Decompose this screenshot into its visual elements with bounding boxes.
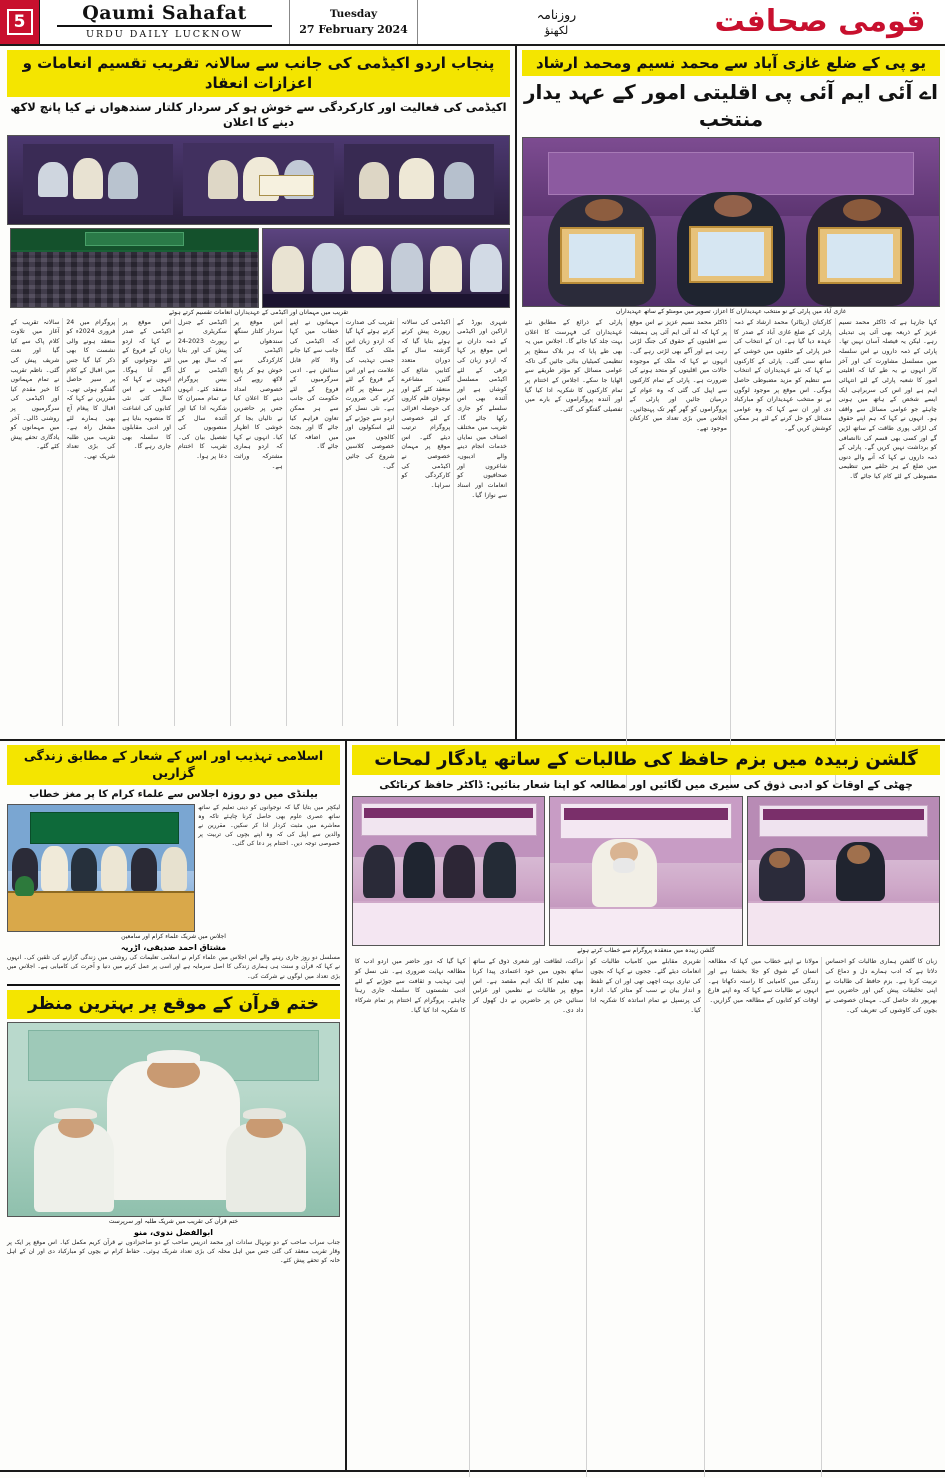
masthead-divider: [57, 25, 271, 27]
masthead-english: [40, 0, 290, 44]
paper-title-english: Qaumi Sahafat: [82, 1, 247, 24]
kicker-banner: [522, 50, 940, 76]
story-photo-caption: ختم قرآن کی تقریب میں شریک طلبہ اور سرپرست: [108, 1217, 239, 1225]
body-column: پروگرام میں 24 فروری 2024ء کو منعقد ہونے والی نشست کا بھی ذکر کیا گیا جس میں اقبال کے کلام پر سیر حاصل گفتگو ہوئی تھی۔ مقررین نے کہا کہ اقبال کا پیغام آج بھی ہمارے لئے مشعل راہ ہے۔ تقریب میں طلبہ کی بڑی تعداد شریک تھی۔: [63, 318, 119, 726]
body-column: پارٹی کے ذرائع کے مطابق نئے عہدیداران کی فہرست کا اعلان بہت جلد کیا جائے گا۔ اجلاس میں یہ بھی طے پایا کہ ہر بلاک سطح پر تنظیمی کمیٹیاں بنائی جائیں گی تاکہ عوامی مسائل کو مؤثر طریقے سے اٹھایا جا سکے۔ اجلاس کے اختتام پر تمام کارکنوں کا شکریہ ادا کیا گیا اور آئندہ پروگراموں کے بارے میں تفصیلی گفتگو کی گئی۔: [522, 318, 627, 788]
story-headline: ختم قرآن کے موقع پر بہترین منظر: [28, 993, 319, 1014]
story-photo: [7, 1022, 340, 1217]
story-subhead: چھٹی کے اوقات کو ادبی ذوق کی سیری میں لگائیں اور مطالعہ کو اپنا شعار بنائیں: ڈاکٹر حافظ کرناٹکی: [379, 779, 913, 792]
masthead-urdu-line1: روزنامہ: [536, 7, 577, 22]
headline-banner: [7, 745, 340, 785]
story-byline: ابوالفضل ندوی، منو: [133, 1227, 214, 1237]
body-column: زبان کا گلشن ہماری طالبات کو احساس دلاتا ہے کہ ادب ہمارے دل و دماغ کی تربیت کرتا ہے۔ بزم حافظ کی طالبات نے اپنی تخلیقات پیش کیں اور حاضرین سے بھرپور داد حاصل کی۔ مہمان خصوصی نے بچوں کی کاوشوں کی تعریف کی۔: [825, 958, 937, 1014]
story-body-columns: [352, 957, 940, 1477]
body-column: تقریری مقابلے میں کامیاب طالبات کو انعامات دیئے گئے۔ ججوں نے کہا کہ بچوں کی تیاری بہت اچھی تھی اور ان کے تلفظ و انداز بیان نے سب کو متاثر کیا۔ ادارہ کی پرنسپل نے تمام اساتذہ کا شکریہ ادا کیا۔: [587, 957, 705, 1477]
headline-banner: [352, 745, 940, 775]
story-body-columns: [7, 318, 510, 726]
story-headline: پنجاب اردو اکیڈمی کی جانب سے سالانہ تقریب تقسیم انعامات و اعزازات انعقاد: [22, 54, 495, 93]
body-column: کہا گیا کہ دور حاضر میں اردو ادب کا مطالعہ نہایت ضروری ہے۔ نئی نسل کو اپنی تہذیب و ثقافت سے جوڑنے کے لئے ادبی نشستوں کا سلسلہ جاری رہنا چاہئے۔ پروگرام کے اختتام پر تمام شرکاء کا شکریہ ادا کیا گیا۔: [352, 957, 470, 1477]
page-number-badge: [0, 0, 40, 44]
body-column: تقریب کی صدارت کرتے ہوئے کہا گیا کہ اردو زبان اس ملک کی گنگا جمنی تہذیب کی علامت ہے اور اس کے فروغ کے لئے ہر سطح پر کام کرنے کی ضرورت ہے۔ نئی نسل کو اردو سے جوڑنے کے لئے اسکولوں اور کالجوں میں خصوصی کلاسیں شروع کی جائیں گی۔: [343, 318, 399, 726]
story-headline: اسلامی تہذیب اور اس کے شعار کے مطابق زندگی گزاریں: [23, 748, 324, 780]
body-column: سالانہ تقریب کے آغاز میں تلاوت کلام پاک سے کیا گیا اور نعت شریف پیش کی گئی۔ ناظم تقریب نے تمام مہمانوں کا خیر مقدم کیا اور اکیڈمی کی سرگرمیوں پر روشنی ڈالی۔ آخر میں مہمانوں کو یادگاری تحفے پیش کئے گئے۔: [8, 318, 64, 726]
masthead-date: [290, 0, 418, 44]
body-column: اکیڈمی کی سالانہ رپورٹ پیش کرتے ہوئے بتایا گیا کہ گزشتہ سال کے دوران متعدد کتابیں شائع کی گئیں، مشاعرے منعقد کئے گئے اور نوجوان قلم کاروں کی حوصلہ افزائی کے لئے خصوصی پروگرام ترتیب دیئے گئے۔ اس موقع پر مہمان خصوصی نے اکیڈمی کی کارکردگی کو سراہا۔: [398, 318, 454, 726]
story-photo-caption: تقریب میں مہمانان اور اکیڈمی کے عہدیداران انعامات تقسیم کرتے ہوئے: [168, 308, 349, 316]
story-photo-audience: [10, 228, 258, 308]
story-photo-1: [747, 796, 940, 946]
body-column: اس موقع پر سردار کلتار سنگھ سندھواں نے اکیڈمی کی کارکردگی سے خوش ہو کر پانچ لاکھ روپے کی خصوصی امداد دینے کا اعلان کیا جس پر حاضرین نے تالیاں بجا کر خوشی کا اظہار کیا۔ انہوں نے کہا کہ اردو ہماری مشترکہ وراثت ہے۔: [231, 318, 287, 726]
headline-banner-2: [7, 990, 340, 1019]
story-mid-right: [345, 741, 945, 1470]
body-column: لیکچر میں بتایا گیا کہ نوجوانوں کو دینی تعلیم کے ساتھ ساتھ عصری علوم بھی حاصل کرنا چاہئے تاکہ وہ معاشرے میں مثبت کردار ادا کر سکیں۔ مقررین نے والدین سے اپیل کی کہ وہ اپنے بچوں کی تربیت پر خصوصی توجہ دیں۔ اختتام پر دعا کی گئی۔: [198, 805, 340, 848]
story-photo-secondary: [262, 228, 510, 308]
body-column: نزاکت، لطافت اور شعری ذوق کے ساتھ ساتھ بچوں میں خود اعتمادی پیدا کرنا بھی تعلیم کا ایک اہم مقصد ہے۔ اس موقع پر طالبات نے نظمیں اور غزلیں سنائیں جن پر حاضرین نے دل کھول کر داد دی۔: [470, 957, 588, 1477]
story-body-columns: [522, 318, 940, 788]
paper-subtitle-english: URDU DAILY LUCKNOW: [85, 29, 244, 41]
story-photo: [522, 137, 940, 307]
top-section: [0, 46, 945, 741]
body-column: مولانا نے اپنے خطاب میں کہا کہ مطالعہ انسان کے شوق کو جلا بخشتا ہے اور زندگی میں کامیابی کا راستہ دکھاتا ہے۔ انہوں نے طالبات سے کہا کہ وہ اپنے فارغ اوقات کو کتابوں کے مطالعہ میں گزاریں۔: [705, 957, 823, 1477]
body-column: شہری بورڈ کے اراکین اور اکیڈمی کے ذمہ داران نے اس موقع پر کہا کہ اردو زبان کی ترقی کے لئے اکیڈمی مسلسل کوشاں ہے اور آئندہ بھی اس سلسلے کو جاری رکھا جائے گا۔ تقریب میں مختلف اصناف میں نمایاں خدمات انجام دینے والے ادیبوں، شاعروں اور صحافیوں کو انعامات اور اسناد سے نوازا گیا۔: [457, 318, 507, 499]
story-photo-caption: غازی آباد میں پارٹی کے نو منتخب عہدیداران کا اعزاز، تصویر میں مومنٹو کے ساتھ عہدیداران: [615, 308, 847, 316]
body-column: اس موقع پر اکیڈمی کے صدر نے کہا کہ اردو زبان کے فروغ کے لئے نوجوانوں کو آگے آنا ہوگا۔ انہوں نے کہا کہ اکیڈمی نے اس سال کئی نئی کتابوں کی اشاعت کا منصوبہ بنایا ہے اور ادبی مقابلوں کا سلسلہ بھی جاری رہے گا۔: [119, 318, 175, 726]
story-photo-caption: گلشن زبیدہ میں منعقدہ پروگرام سے خطاب کرتے ہوئے: [577, 947, 715, 955]
publication-date: 27 February 2024: [299, 23, 408, 36]
body-column: کہا جارہا ہے کہ ڈاکٹر محمد نسیم عزیز کے ذریعہ بھی آئی پی تبدیلی رہے۔ لیکن یہ فیصلہ آسان نہیں تھا۔ پارٹی کے ذمہ داروں نے اس سلسلہ میں مسلسل مشاورت کی اور آخر کار انہوں نے یہ طے کیا کہ اقلیتی امور کا شعبہ پارٹی کے لئے انتہائی اہم ہے اور اس کی سربراہی ایک ایسے شخص کے ہاتھ میں ہونی چاہئے جو عوامی مسائل سے واقف ہو۔ انہوں نے کہا کہ ہم اپنے حقوق کی لڑائی پوری طاقت کے ساتھ لڑیں گے اور کسی بھی قسم کی ناانصافی کو برداشت نہیں کریں گے۔ پارٹی کے ذمہ داروں نے کہا کہ آنے والے دنوں میں ضلع کے ہر حلقے میں تنظیمی مضبوطی کے لئے کام کیا جائے گا۔: [838, 319, 937, 480]
masthead-urdu-line2: لکھنؤ: [544, 24, 569, 37]
paper-title-urdu: قومی صحافت: [714, 4, 926, 39]
story-subhead: بیلنڈی میں دو روزہ اجلاس سے علماء کرام کا پر مغز خطاب: [29, 788, 318, 800]
bottom-section: [0, 741, 945, 1472]
masthead-urdu-logo: [695, 0, 945, 44]
body-column: کارکنان (ریٹائر) محمد ارشاد کے ذمہ پارٹی کے ضلع غازی آباد کے صدر کا عہدہ دیا گیا ہے۔ ان کے انتخاب کی خبر پارٹی کے حلقوں میں خوشی کے ساتھ سنی گئی۔ پارٹی کے کارکنوں نے کہا کہ نئے عہدیداران کے انتخاب سے تنظیم کو مزید مضبوطی حاصل ہوگی۔ اس موقع پر موجود لوگوں نے نو منتخب عہدیداران کو مبارکباد دی اور ان سے کہا کہ وہ عوامی مسائل کو حل کرنے کے لئے ہر ممکن کوشش کریں گے۔: [731, 318, 836, 788]
masthead-urdu-small: [418, 0, 695, 44]
story-headline: گلشن زبیدہ میں بزم حافظ کی طالبات کے ساتھ یادگار لمحات: [374, 749, 918, 770]
body-column: اکیڈمی کے جنرل سکریٹری نے رپورٹ 2023-24 پیش کی اور بتایا کہ سال بھر میں اکیڈمی نے کل بیس پروگرام منعقد کئے۔ انہوں نے تمام ممبران کا شکریہ ادا کیا اور آئندہ سال کے منصوبوں کی تفصیل بیان کی۔ تقریب کا اختتام دعا پر ہوا۔: [175, 318, 231, 726]
publication-day: Tuesday: [329, 8, 378, 20]
body-column: ڈاکٹر محمد نسیم عزیز نے اس موقع پر کہا کہ اے آئی ایم آئی پی ہمیشہ سے اقلیتوں کے حقوق کی جنگ لڑتی رہی ہے اور آگے بھی لڑتی رہے گی۔ انہوں نے کہا کہ ملک کے موجودہ حالات میں اقلیتوں کو متحد ہونے کی ضرورت ہے۔ پارٹی کے تمام کارکنوں سے اپیل کی گئی کہ وہ عوام کے درمیان جائیں اور پارٹی کے پروگراموں کو گھر گھر تک پہنچائیں۔ اجلاس میں بڑی تعداد میں کارکنان موجود تھے۔: [627, 318, 732, 788]
body-column: مسلسل دو روز جاری رہنے والے اس اجلاس میں علماء کرام نے اسلامی تعلیمات کی روشنی میں زندگی گزارنے کی تلقین کی۔ انہوں نے کہا کہ قرآن و سنت ہی ہماری زندگی کا اصل سرمایہ ہے اور اسی پر عمل کرنے میں دنیا و آخرت کی کامیابی ہے۔ اجلاس میں بڑی تعداد میں لوگوں نے شرکت کی۔: [7, 955, 340, 980]
story-photo-2: [549, 796, 742, 946]
story-photo-3: [352, 796, 545, 946]
story-headline: اے آئی ایم آئی پی اقلیتی امور کے عہد یدار منتخب: [524, 80, 938, 132]
page-number: 5: [7, 9, 33, 35]
story-byline: مشتاق احمد صدیقی، اڑریہ: [120, 943, 227, 953]
body-column: مہمانوں نے اپنے خطاب میں کہا کہ اکیڈمی کی جانب سے کیا جانے والا کام قابل ستائش ہے۔ ادبی سرگرمیوں کے فروغ کے لئے حکومت کی جانب سے ہر ممکن تعاون فراہم کیا جائے گا اور بجٹ میں اضافہ کیا جائے گا۔: [287, 318, 343, 726]
story-photo-primary: [7, 135, 510, 225]
story-photo: [7, 804, 195, 932]
story-mid-left-column: [2, 741, 345, 1470]
story-kicker: یو پی کے ضلع غازی آباد سے محمد نسیم ومحمد ارشاد: [536, 54, 926, 72]
masthead: [0, 0, 945, 46]
story-photo-caption: اجلاس میں شریک علماء کرام اور سامعین: [121, 933, 226, 941]
body-column: جناب سراب صاحب کے دو نونہال سادات اور محمد ادریس صاحب کے دو صاحبزادوں نے قرآن کریم مکمل کیا۔ اس موقع پر ایک پر وقار تقریب منعقد کی گئی جس میں اہل محلہ کی بڑی تعداد شریک ہوئی۔ حفاظ کرام نے بچوں کو مبارکباد دی اور ان کے اہل خانہ کو تحفے پیش کئے۔: [7, 1239, 340, 1264]
story-top-right: [515, 46, 945, 739]
story-top-left: [2, 46, 515, 739]
section-divider: [7, 984, 340, 986]
story-subhead: اکیڈمی کی فعالیت اور کارکردگی سے خوش ہو کر سردار کلتار سندھواں نے کیا پانچ لاکھ دینے کا اعلان: [10, 99, 507, 130]
headline-banner: [7, 50, 510, 97]
